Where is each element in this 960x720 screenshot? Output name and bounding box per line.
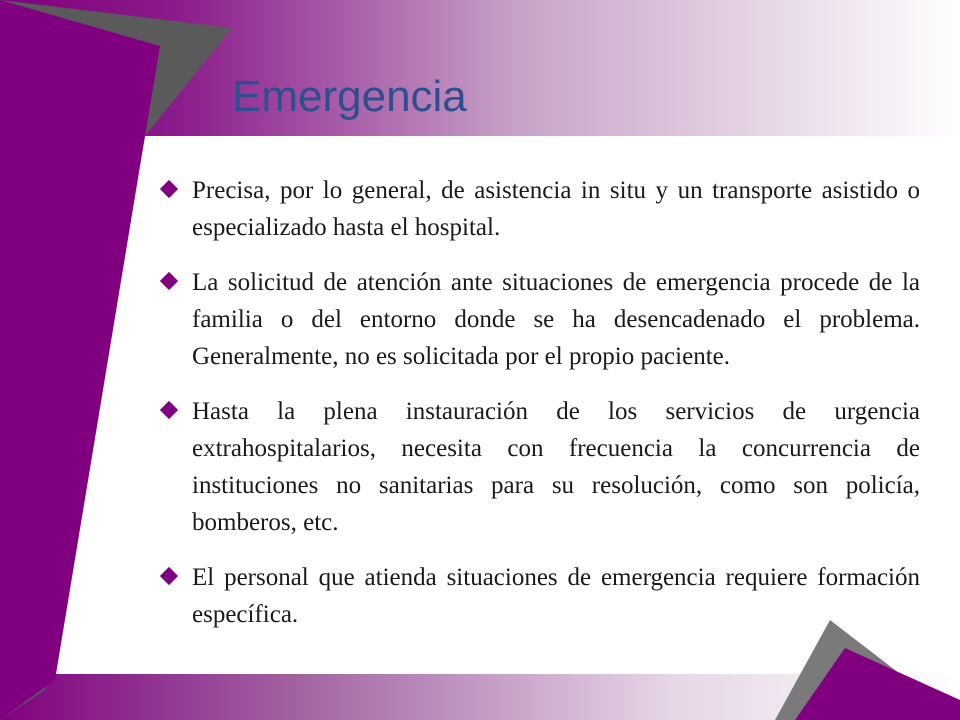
list-item bbox=[160, 172, 920, 246]
bullet-list bbox=[160, 172, 920, 651]
diamond-bullet-icon bbox=[160, 272, 178, 290]
bullet-text: Hasta la plena instauración de los servicios de urgencia extrahospitalarios, necesita con frecuencia la concurrencia de instituciones no sanitarias para su resolución, como son policía, bomberos, etc. bbox=[192, 398, 920, 536]
bullet-text: Precisa, por lo general, de asistencia in situ y un transporte asistido o especializado hasta el hospital. bbox=[192, 177, 920, 241]
list-item bbox=[160, 393, 920, 541]
left-purple-shape bbox=[0, 0, 160, 720]
diamond-bullet-icon bbox=[160, 401, 178, 419]
list-item bbox=[160, 559, 920, 633]
bullet-text: La solicitud de atención ante situaciones de emergencia procede de la familia o del entorno donde se ha desencadenado el problema. Generalmente, no es solicitada por el propio paciente. bbox=[192, 269, 920, 370]
list-item bbox=[160, 264, 920, 375]
bullet-text: El personal que atienda situaciones de emergencia requiere formación específica. bbox=[192, 564, 920, 628]
diamond-bullet-icon bbox=[160, 567, 178, 585]
diamond-bullet-icon bbox=[160, 180, 178, 198]
slide-title: Emergencia bbox=[232, 72, 467, 121]
